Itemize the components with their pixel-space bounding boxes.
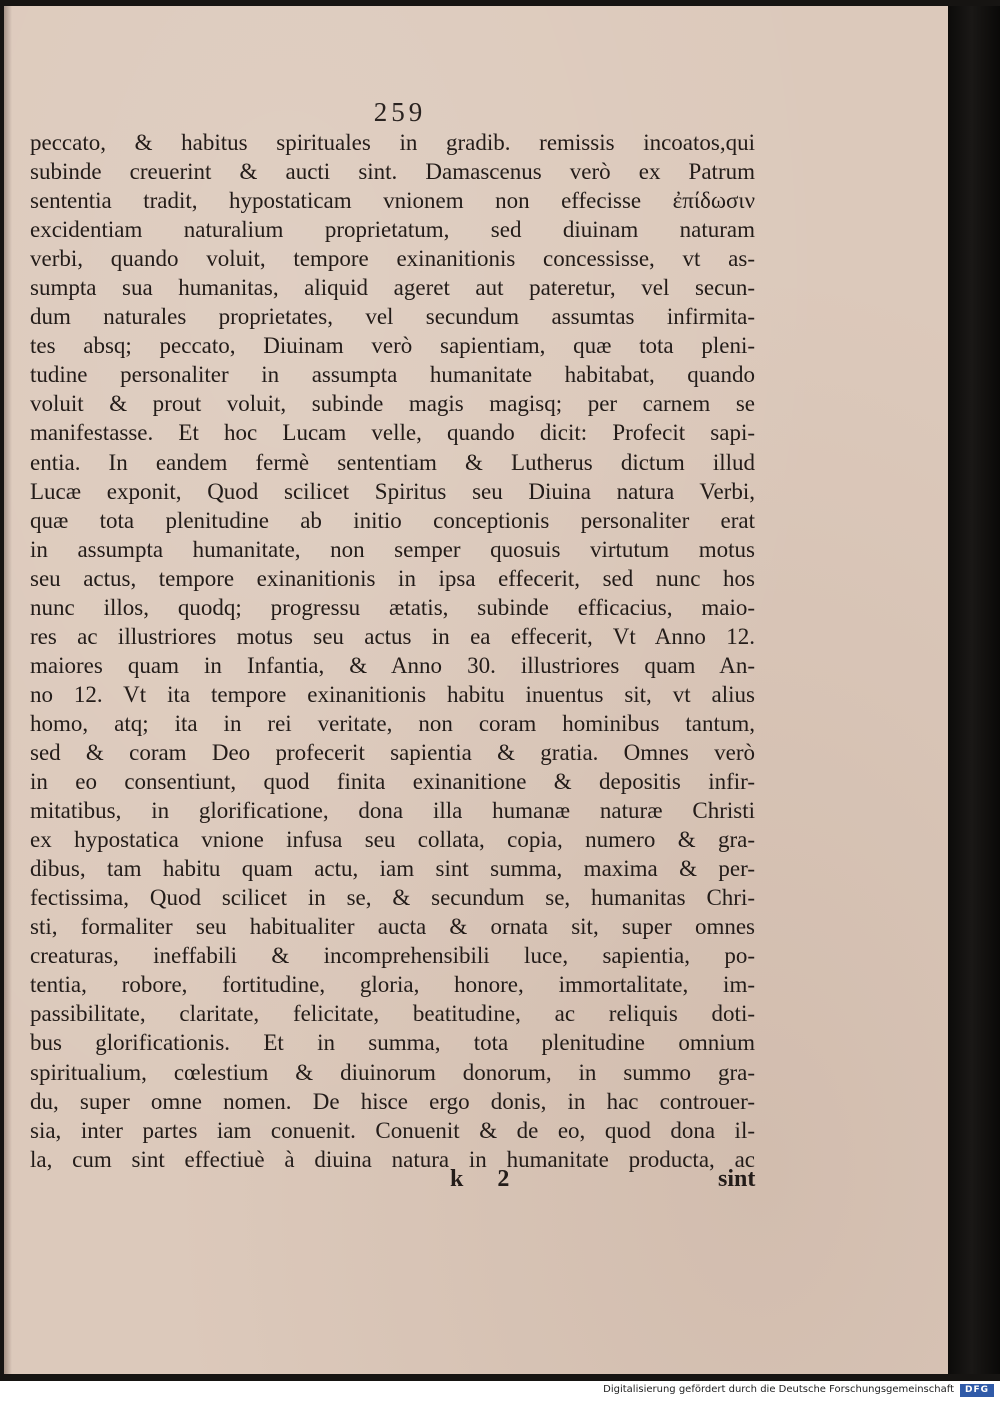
text-line: no 12. Vt ita tempore exinanitionis habitu inuentus sit, vt alius <box>30 681 755 707</box>
dfg-logo[interactable]: DFG <box>960 1384 994 1397</box>
text-line: fectissima, Quod scilicet in se, & secundum se, humanitas Chri- <box>30 885 755 911</box>
text-line: tes absq; peccato, Diuinam verò sapientiam, quæ tota pleni- <box>30 333 755 359</box>
text-line: peccato, & habitus spirituales in gradib. remissis incoatos,qui <box>30 130 755 155</box>
body-text <box>30 128 755 1174</box>
catchword: sint <box>718 1166 756 1192</box>
text-line: dum naturales proprietates, vel secundum assumtas infirmita- <box>30 304 755 330</box>
text-line: verbi, quando voluit, tempore exinanitionis concessisse, vt as- <box>30 246 755 272</box>
text-line: sententia tradit, hypostaticam vnionem non effecisse ἐπίδωσιν <box>30 188 755 214</box>
text-line: quæ tota plenitudine ab initio conceptionis personaliter erat <box>30 507 755 533</box>
text-line: Lucæ exponit, Quod scilicet Spiritus seu Diuina natura Verbi, <box>30 478 755 504</box>
text-line: tudine personaliter in assumpta humanitate habitabat, quando <box>30 362 755 388</box>
text-line: dibus, tam habitu quam actu, iam sint summa, maxima & per- <box>30 856 755 882</box>
text-line: spiritualium, cœlestium & diuinorum donorum, in summo gra- <box>30 1059 755 1085</box>
text-line: res ac illustriores motus seu actus in ea effecerit, Vt Anno 12. <box>30 623 755 649</box>
text-line: du, super omne nomen. De hisce ergo donis, in hac controuer- <box>30 1088 755 1114</box>
funding-credit: Digitalisierung gefördert durch die Deutsche Forschungsgemeinschaft <box>603 1384 954 1395</box>
text-line: nunc illos, quodq; progressu ætatis, subinde efficacius, maio- <box>30 594 755 620</box>
text-line: ex hypostatica vnione infusa seu collata, copia, numero & gra- <box>30 827 755 853</box>
text-line: homo, atq; ita in rei veritate, non coram hominibus tantum, <box>30 710 755 736</box>
text-line: in eo consentiunt, quod finita exinanitione & depositis infir- <box>30 769 755 795</box>
text-line: voluit & prout voluit, subinde magis magisq; per carnem se <box>30 391 755 417</box>
text-line: sti, formaliter seu habitualiter aucta & ornata sit, super omnes <box>30 914 755 940</box>
page-gutter-shadow <box>4 6 12 1374</box>
text-line: sia, inter partes iam conuenit. Conuenit & de eo, quod dona il- <box>30 1117 755 1143</box>
text-line: seu actus, tempore exinanitionis in ipsa effecerit, sed nunc hos <box>30 565 755 591</box>
text-line: la, cum sint effectiuè à diuina natura in humanitate producta, ac <box>30 1146 755 1172</box>
text-line: manifestasse. Et hoc Lucam velle, quando dicit: Profecit sapi- <box>30 420 755 446</box>
text-line: entia. In eandem fermè sententiam & Lutherus dictum illud <box>30 449 755 475</box>
text-line: sumpta sua humanitas, aliquid ageret aut pateretur, vel secun- <box>30 275 755 301</box>
text-line: creaturas, ineffabili & incomprehensibili luce, sapientia, po- <box>30 943 755 969</box>
text-line: in assumpta humanitate, non semper quosuis virtutum motus <box>30 536 755 562</box>
footer-bar <box>0 1381 1000 1401</box>
page-number: 259 <box>373 97 427 127</box>
text-line: bus glorificationis. Et in summa, tota plenitudine omnium <box>30 1030 755 1056</box>
text-line: subinde creuerint & aucti sint. Damascenus verò ex Patrum <box>30 159 755 185</box>
text-line: sed & coram Deo profecerit sapientia & gratia. Omnes verò <box>30 739 755 765</box>
text-line: excidentiam naturalium proprietatum, sed diuinam naturam <box>30 217 755 243</box>
signature-mark: k 2 <box>450 1166 524 1192</box>
text-line: maiores quam in Infantia, & Anno 30. illustriores quam An- <box>30 652 755 678</box>
text-line: mitatibus, in glorificatione, dona illa humanæ naturæ Christi <box>30 798 755 824</box>
page-edge <box>948 6 1000 1374</box>
text-line: tentia, robore, fortitudine, gloria, honore, immortalitate, im- <box>30 972 755 998</box>
text-line: passibilitate, claritate, felicitate, beatitudine, ac reliquis doti- <box>30 1001 755 1027</box>
